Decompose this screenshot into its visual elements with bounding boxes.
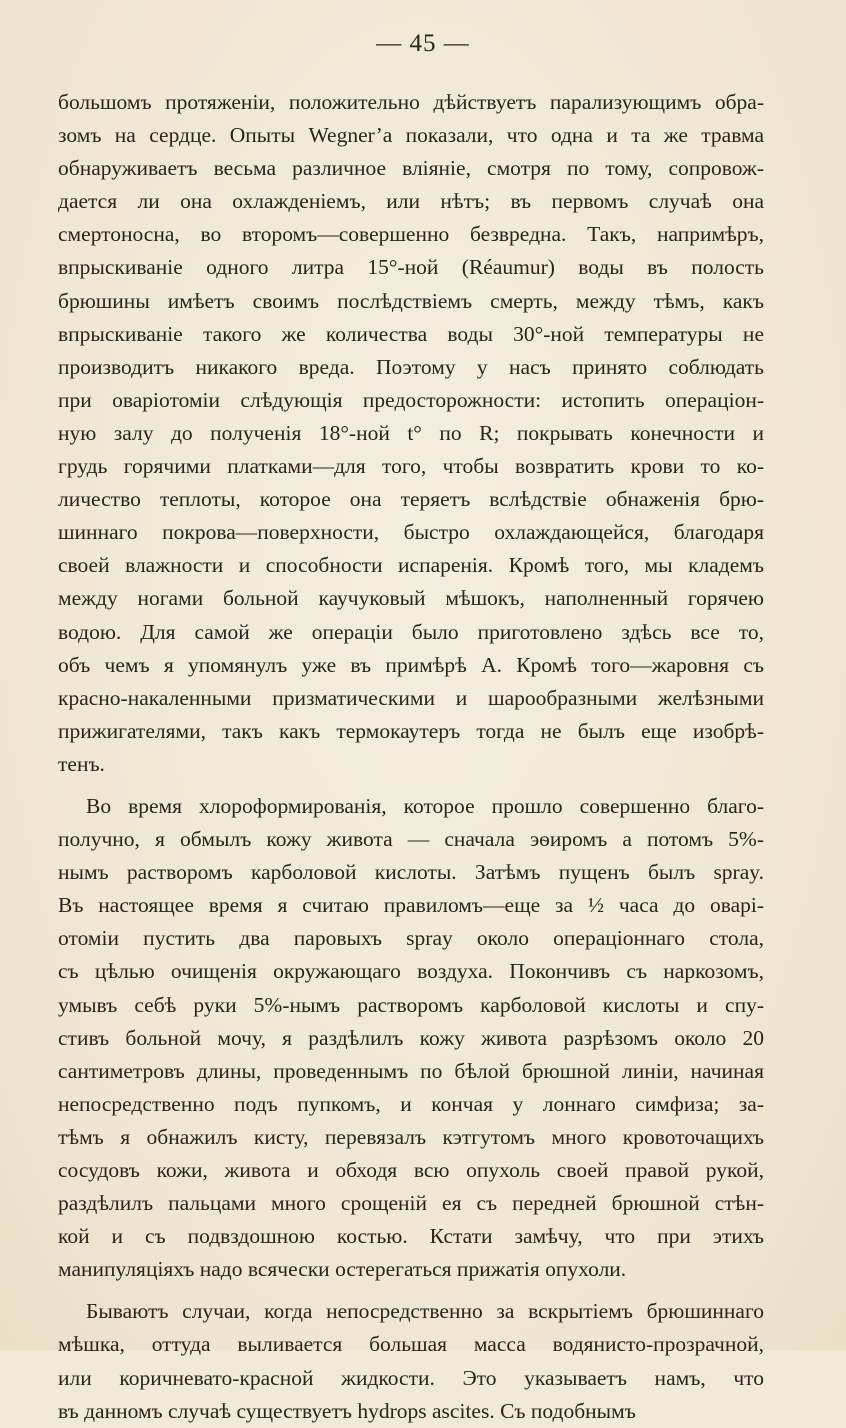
text-line: при оваріотоміи слѣдующія предосторожности: истопить операціон- [58,387,764,412]
text-line: брюшины имѣетъ своимъ послѣдствіемъ смерть, между тѣмъ, какъ [58,288,764,313]
text-line: ную залу до полученія 18°-ной t° по R; покрывать конечности и [58,420,764,445]
body-text [58,86,764,1428]
text-line: получно, я обмылъ кожу живота — сначала эѳиромъ а потомъ 5%- [58,827,764,852]
text-line: красно-накаленными призматическими и шарообразными желѣзными [58,685,764,710]
text-line: своей влажности и способности испаренія. Кромѣ того, мы кладемъ [58,553,764,578]
text-line: съ цѣлью очищенія окружающаго воздуха. Покончивъ съ наркозомъ, [58,959,764,984]
paragraph [58,1295,764,1427]
text-line: умывъ себѣ руки 5%-нымъ растворомъ карболовой кислоты и спу- [58,992,764,1017]
text-line: тѣмъ я обнажилъ кисту, перевязалъ кэтгутомъ много кровоточащихъ [58,1124,764,1149]
text-line: объ чемъ я упомянулъ уже въ примѣрѣ А. Кромѣ того—жаровня съ [58,652,764,677]
text-line: мѣшка, оттуда выливается большая масса водянисто-прозрачной, [58,1332,764,1357]
text-line: шиннаго покрова—поверхности, быстро охлаждающейся, благодаря [58,520,764,545]
text-line: Бываютъ случаи, когда непосредственно за вскрытіемъ брюшиннаго [86,1299,764,1324]
text-line: стивъ больной мочу, я раздѣлилъ кожу живота разрѣзомъ около 20 [58,1025,764,1050]
text-line: кой и съ подвздошною костью. Кстати замѣчу, что при этихъ [58,1224,764,1249]
text-line: тенъ. [58,751,105,776]
text-line: въ данномъ случаѣ существуетъ hydrops ascites. Съ подобнымъ [58,1398,636,1423]
text-line: манипуляціяхъ надо всячески остерегаться прижатія опухоли. [58,1257,627,1282]
text-line: нымъ растворомъ карболовой кислоты. Затѣмъ пущенъ былъ spray. [58,860,764,885]
paragraph [58,790,764,1286]
text-line: производитъ никакого вреда. Поэтому у насъ принято соблюдать [58,354,764,379]
text-line: или коричневато-красной жидкости. Это указываетъ намъ, что [58,1365,764,1390]
text-line: сосудовъ кожи, живота и обходя всю опухоль своей правой рукой, [58,1158,764,1182]
text-line: грудь горячими платками—для того, чтобы возвратить крови то ко- [58,454,764,479]
text-line: Въ настоящее время я считаю правиломъ—еще за ½ часа до оварі- [58,893,764,918]
paragraph [58,86,764,781]
text-line: раздѣлилъ пальцами много срощеній ея съ передней брюшной стѣн- [58,1191,764,1216]
text-line: Во время хлороформированія, которое прошло совершенно благо- [86,793,764,818]
text-line: личество теплоты, которое она теряетъ вслѣдствіе обнаженія брю- [58,487,764,512]
text-line: обнаруживаетъ весьма различное вліяніе, смотря по тому, сопровож- [58,156,764,181]
text-line: сантиметровъ длины, проведеннымъ по бѣлой брюшной линіи, начиная [58,1058,764,1083]
text-line: большомъ протяженіи, положительно дѣйствуетъ парализующимъ обра- [58,90,764,114]
text-line: зомъ на сердце. Опыты Wegner’a показали, что одна и та же травма [58,123,764,148]
text-line: дается ли она охлажденіемъ, или нѣтъ; въ первомъ случаѣ она [58,189,764,214]
text-line: смертоносна, во второмъ—совершенно безвредна. Такъ, напримѣръ, [58,222,764,247]
text-line: впрыскиваніе такого же количества воды 30°-ной температуры не [58,321,764,346]
text-line: непосредственно подъ пупкомъ, и кончая у лоннаго симфиза; за- [58,1091,764,1116]
text-line: водою. Для самой же операціи было приготовлено здѣсь все то, [58,619,764,644]
text-line: отоміи пустить два паровыхъ spray около операціоннаго стола, [58,926,764,951]
text-line: прижигателями, такъ какъ термокаутеръ тогда не былъ еще изобрѣ- [58,718,764,743]
text-line: впрыскиваніе одного литра 15°-ной (Réaumur) воды въ полость [58,255,764,280]
text-line: между ногами больной каучуковый мѣшокъ, наполненный горячею [58,586,764,611]
page-number: — 45 — [376,30,470,57]
